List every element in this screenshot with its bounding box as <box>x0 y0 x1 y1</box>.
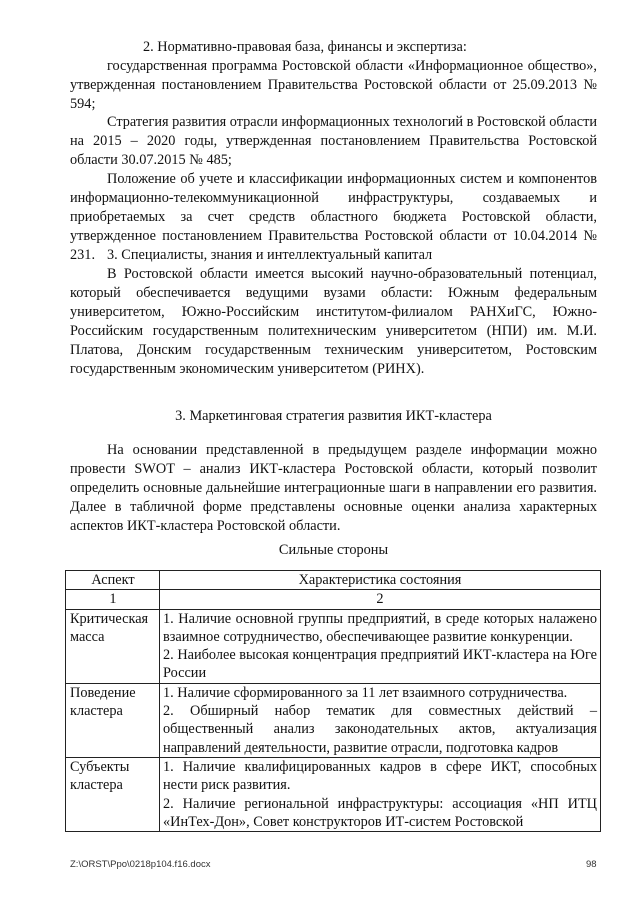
characteristic-item: 1. Наличие квалифицированных кадров в сфере ИКТ, способных нести риск развития. <box>163 758 597 794</box>
table-row <box>66 757 601 831</box>
subheading-specialists: 3. Специалисты, знания и интеллектуальный капитал <box>107 247 433 263</box>
paragraph-regulation: Положение об учете и классификации информационных систем и компонентов информационно-телекоммуникационной инфраструктуры, создаваемых и приобретаемых за счет средств областного бюджета Ростовской области, утвержденное постановлением Правительства Ростовской области от 10.04.2014 № 231. <box>70 171 597 263</box>
paragraph-specialists: В Ростовской области имеется высокий научно-образовательный потенциал, который обеспечивается ведущими вузами области: Южным федеральным университетом, Южно-Российским институтом-филиалом РАНХиГС, Южно-Российским государственным политехническим университетом (НПИ) им. М.И. Платова, Донским государственным техническим университетом, Ростовским государственным экономическим университетом (РИНХ). <box>70 266 597 377</box>
characteristic-item: 2. Наиболее высокая концентрация предприятий ИКТ-кластера на Юге России <box>163 647 597 682</box>
paragraph-state-program: государственная программа Ростовской области «Информационное общество», утвержденная постановлением Правительства Ростовской области от 25.09.2013 № 594; <box>70 58 597 112</box>
characteristic-item: 1. Наличие сформированного за 11 лет взаимного сотрудничества. <box>163 684 568 701</box>
table-caption: Сильные стороны <box>278 542 389 558</box>
characteristic-cell <box>160 757 601 831</box>
table-row <box>66 609 601 683</box>
table-header-cell: Характеристика состояния <box>160 571 601 590</box>
aspect-cell: Поведение кластера <box>66 683 160 757</box>
characteristic-item: 2. Наличие региональной инфраструктуры: ассоциация «НП ИТЦ «ИнТех-Дон», Совет конструкторов ИТ-систем Ростовской <box>163 795 597 830</box>
top-heading: 2. Нормативно-правовая база, финансы и экспертиза: <box>143 39 467 55</box>
table-number-cell: 1 <box>66 590 160 609</box>
characteristic-item: 2. Обширный набор тематик для совместных действий – общественный анализ законодательных актов, актуализация направлений деятельности, развитие отрасли, подготовка кадров <box>163 703 597 756</box>
footer-page-number: 98 <box>586 859 597 870</box>
intro-paragraph: На основании представленной в предыдущем разделе информации можно провести SWOT – анализ ИКТ-кластера Ростовской области, который позволит определить основные дальнейшие интеграционные шаги в направлении его развития. Далее в табличной форме представлены основные оценки анализа характерных аспектов ИКТ-кластера Ростовской области. <box>70 442 597 534</box>
section-title: 3. Маркетинговая стратегия развития ИКТ-кластера <box>175 408 492 424</box>
table-number-row <box>66 590 601 609</box>
table-header-row <box>66 571 601 590</box>
aspect-cell: Критическая масса <box>66 609 160 683</box>
aspect-cell: Субъекты кластера <box>66 757 160 831</box>
characteristic-item: 1. Наличие основной группы предприятий, в среде которых налажено взаимное сотрудничество, обеспечивающее развитие конкуренции. <box>163 610 597 645</box>
swot-strengths-table <box>65 570 601 832</box>
characteristic-cell <box>160 683 601 757</box>
paragraph-it-strategy: Стратегия развития отрасли информационных технологий в Ростовской области на 2015 – 2020 годы, утвержденная постановлением Правительства Ростовской области 30.07.2015 № 485; <box>70 114 597 168</box>
footer-file-path: Z:\ORST\Ppo\0218p104.f16.docx <box>70 859 211 870</box>
characteristic-cell <box>160 609 601 683</box>
table-number-cell: 2 <box>160 590 601 609</box>
table-row <box>66 683 601 757</box>
table-header-cell: Аспект <box>66 571 160 590</box>
